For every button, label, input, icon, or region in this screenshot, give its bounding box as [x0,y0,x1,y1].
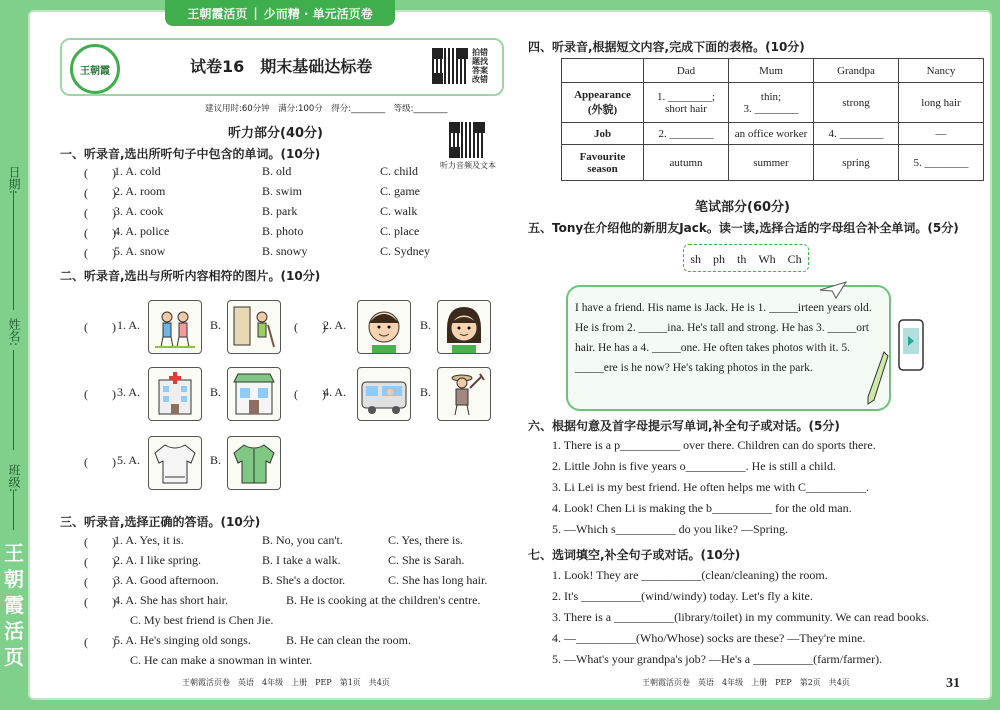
cell-mum-season: summer [729,145,814,181]
sec1-option-a: 2. A. room [114,184,166,198]
sec3-q3-bracket[interactable]: ( ) [84,575,116,589]
qr-caption: 拍错题找答案改错 [472,48,488,84]
sec6-line[interactable]: 1. There is a p__________ over there. Children can do sports there. [552,438,876,452]
sec1-bracket[interactable]: ( ) [84,246,116,260]
sec2-q2-b: B. [420,318,432,332]
sec5-title: 五、Tony在介绍他的新朋友Jack。读一读,选择合适的字母组合补全单词。(5分) [528,221,959,235]
sec2-q4-b: B. [420,385,432,399]
season-label-1: Favourite [579,150,626,163]
row-appearance-label [562,83,644,123]
side-line-bottom [13,490,14,530]
sec1-option-a: 3. A. cook [114,204,164,218]
sec1-option-a: 4. A. police [114,224,170,238]
cell-nancy-job: — [899,123,984,145]
sec2-q1-b: B. [210,318,222,332]
sec1-bracket[interactable]: ( ) [84,166,116,180]
writing-title: 笔试部分(60分) [695,200,790,215]
sec3-q4-bracket[interactable]: ( ) [84,595,116,609]
sec3-q1-a: 1. A. Yes, it is. [114,533,184,547]
sec3-q1-b: B. No, you can't. [262,533,343,547]
footer-right: 王朝霞活页卷 英语 4年级 上册 PEP 第2页 共4页 [642,678,850,687]
audio-caption: 听力音频及文本 [440,161,496,170]
sec1-option-c: C. game [380,184,420,198]
sec1-option-a: 5. A. snow [114,244,166,258]
info-table [561,58,984,181]
sec2-q4-label: 4. A. [323,385,347,399]
page-number: 31 [946,676,960,691]
title-box [60,38,504,96]
mum-thin: thin; [760,90,782,103]
sec7-line[interactable]: 5. —What's your grandpa's job? —He's a __________(farm/farmer). [552,652,883,666]
pic-bus-driver[interactable] [357,367,411,421]
date-label: 日期: [7,166,21,195]
side-line-mid [13,350,14,450]
sec7-line[interactable]: 2. It's __________(wind/windy) today. Let's fly a kite. [552,589,813,603]
sec3-q4-c: C. My best friend is Chen Jie. [130,613,274,627]
col-dad: Dad [644,59,729,83]
exam-meta: 建议用时:60分钟 满分:100分 得分:________ 等级:________ [205,104,448,114]
banner-brand: 王朝霞活页 [187,6,248,21]
pic-room-sweeping[interactable] [227,300,281,354]
footer-left: 王朝霞活页卷 英语 4年级 上册 PEP 第1页 共4页 [182,678,390,687]
col-mum: Mum [729,59,814,83]
sec3-q4-a: 4. A. She has short hair. [114,593,228,607]
cell-mum-appearance[interactable] [729,83,814,123]
name-label: 姓名: [7,318,21,347]
sec1-option-b: B. swim [262,184,303,198]
banner-subtitle: 少而精 · 单元活页卷 [263,6,373,21]
sec3-q1-c: C. Yes, there is. [388,533,464,547]
sec2-q1-bracket[interactable]: ( ) [84,320,116,334]
dad-short-hair: short hair [665,102,707,115]
sec1-option-b: B. photo [262,224,304,238]
sec6-line[interactable]: 2. Little John is five years o__________. He is still a child. [552,459,836,473]
appearance-en: Appearance [574,88,631,101]
pic-sweater[interactable] [148,436,202,490]
cell-mum-job: an office worker [729,123,814,145]
pic-jacket[interactable] [227,436,281,490]
sec1-title: 一、听录音,选出所听句子中包含的单词。(10分) [60,147,321,161]
pic-farmer-with-hoe[interactable] [437,367,491,421]
sec2-q4-bracket[interactable]: ( ) [294,387,326,401]
banner-divider: | [253,6,258,20]
sec1-option-b: B. park [262,204,298,218]
cell-grandpa-season: spring [814,145,899,181]
row-season-label [562,145,644,181]
qr-code-icon[interactable] [432,48,468,84]
table-corner [562,59,644,83]
season-label-2: season [587,162,618,175]
col-grandpa: Grandpa [814,59,899,83]
sec7-line[interactable]: 4. —__________(Who/Whose) socks are these? —They're mine. [552,631,866,645]
listening-title: 听力部分(40分) [228,126,323,141]
cell-dad-appearance[interactable] [644,83,729,123]
cell-dad-season: autumn [644,145,729,181]
class-label: 班级: [7,464,21,493]
phone-icon [897,318,925,377]
top-banner [165,0,395,26]
cell-grandpa-job[interactable]: 4. ________ [814,123,899,145]
sec3-q3-a: 3. A. Good afternoon. [114,573,219,587]
sec3-q3-b: B. She's a doctor. [262,573,346,587]
cell-dad-job[interactable]: 2. ________ [644,123,729,145]
sec1-option-c: C. Sydney [380,244,431,258]
sec3-q2-a: 2. A. I like spring. [114,553,201,567]
brand-vertical: 王朝霞活页 [4,541,24,669]
pic-children-playing[interactable] [148,300,202,354]
page-title: 试卷16 期末基础达标卷 [190,57,373,76]
passage-text: I have a friend. His name is Jack. He is 1. _____irteen years old. He is from 2. _____ina. He's tall and strong. He has 3. _____ort hair. He has a 4. _____one. He often takes photos with it. 5. _____ere is he now? He's taking photos in the park. [575,302,872,374]
sec1-option-b: B. old [262,164,292,178]
sec1-option-a: 1. A. cold [114,164,161,178]
sec1-option-c: C. child [380,164,418,178]
sec6-line[interactable]: 4. Look! Chen Li is making the b__________ for the old man. [552,501,852,515]
sec3-q2-bracket[interactable]: ( ) [84,555,116,569]
sec1-bracket[interactable]: ( ) [84,206,116,220]
sec3-q5-b: B. He can clean the room. [286,633,411,647]
pic-shop-building[interactable] [227,367,281,421]
sec2-q3-b: B. [210,385,222,399]
sec2-q5-b: B. [210,453,222,467]
letter-options-box: sh ph th Wh Ch [683,244,809,272]
sec2-q3-bracket[interactable]: ( ) [84,387,116,401]
brand-logo: 王朝霞 [70,44,120,94]
pic-girl-face[interactable] [437,300,491,354]
sec2-title: 二、听录音,选出与所听内容相符的图片。(10分) [60,269,321,283]
sec1-bracket[interactable]: ( ) [84,226,116,240]
sec1-option-c: C. place [380,224,420,238]
sec7-line[interactable]: 1. Look! They are __________(clean/cleaning) the room. [552,568,828,582]
cell-nancy-season[interactable]: 5. ________ [899,145,984,181]
sec3-title: 三、听录音,选择正确的答语。(10分) [60,515,261,529]
sec3-q2-c: C. She is Sarah. [388,553,465,567]
sec3-q3-c: C. She has long hair. [388,573,488,587]
sec6-line[interactable]: 3. Li Lei is my best friend. He often helps me with C__________. [552,480,869,494]
mum-blank-3[interactable]: 3. ________ [743,102,799,115]
pic-hospital-building[interactable] [148,367,202,421]
sec3-q2-b: B. I take a walk. [262,553,341,567]
sec3-q1-bracket[interactable]: ( ) [84,535,116,549]
audio-qr-icon[interactable] [449,122,485,158]
sec3-q5-a: 5. A. He's singing old songs. [114,633,251,647]
sec1-bracket[interactable]: ( ) [84,186,116,200]
sec6-line[interactable]: 5. —Which s__________ do you like? —Spring. [552,522,788,536]
pic-boy-face[interactable] [357,300,411,354]
side-line-top [13,190,14,310]
dad-blank-1[interactable]: 1. ________; [656,90,716,103]
sec3-q4-b: B. He is cooking at the children's centre. [286,593,481,607]
sec1-option-b: B. snowy [262,244,308,258]
sec3-q5-bracket[interactable]: ( ) [84,635,116,649]
sec6-title: 六、根据句意及首字母提示写单词,补全句子或对话。(5分) [528,419,840,433]
sec7-line[interactable]: 3. There is a __________(library/toilet) in my community. We can read books. [552,610,930,624]
sec2-q2-label: 2. A. [323,318,347,332]
sec2-q3-label: 3. A. [117,385,141,399]
row-job-label: Job [562,123,644,145]
sec7-title: 七、选词填空,补全句子或对话。(10分) [528,548,741,562]
col-nancy: Nancy [899,59,984,83]
sec2-q1-label: 1. A. [117,318,141,332]
cell-grandpa-appearance: strong [814,83,899,123]
sec4-title: 四、听录音,根据短文内容,完成下面的表格。(10分) [528,40,805,54]
appearance-cn: (外貌) [587,103,618,116]
sec3-q5-c: C. He can make a snowman in winter. [130,653,313,667]
sec1-option-c: C. walk [380,204,418,218]
cell-nancy-appearance: long hair [899,83,984,123]
sec2-q2-bracket[interactable]: ( ) [294,320,326,334]
sec2-q5-label: 5. A. [117,453,141,467]
sec2-q5-bracket[interactable]: ( ) [84,455,116,469]
